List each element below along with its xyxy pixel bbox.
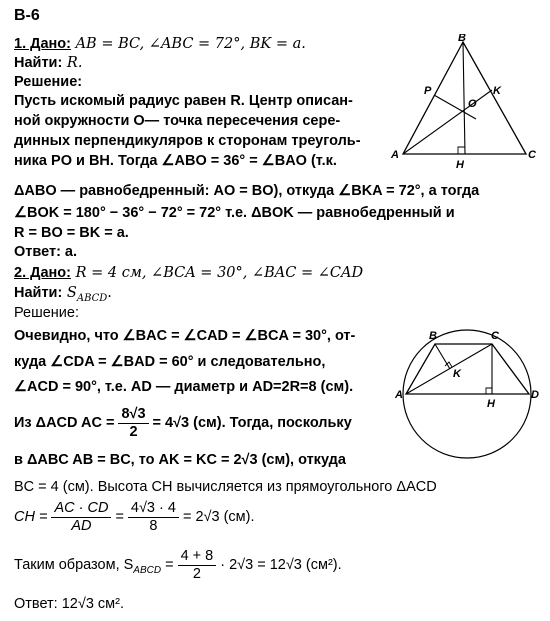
p2-s-denominator: 2 xyxy=(192,565,201,582)
p2-text-line-1: Очевидно, что ∠BAC = ∠CAD = ∠BCA = 30°, от- xyxy=(14,328,356,344)
p2-s-eq: = xyxy=(161,557,174,573)
p2-ac-fraction xyxy=(118,406,148,441)
label-h: H xyxy=(456,159,464,171)
triangle-figure xyxy=(388,34,538,174)
p2-s-sub: ABCD xyxy=(133,564,162,576)
segment-ak xyxy=(403,90,492,154)
p2-s-numerator: 4 + 8 xyxy=(178,548,217,566)
label-o: O xyxy=(468,98,477,110)
p2-ac-suffix: = 4√3 (см). Тогда, поскольку xyxy=(152,415,352,431)
label-c: C xyxy=(528,149,536,161)
p2-ch-denominator-2: 8 xyxy=(149,517,158,534)
p1-find-label: Найти: xyxy=(14,55,63,71)
label-k: K xyxy=(493,85,501,97)
p1-solution-label: Решение: xyxy=(14,74,83,90)
section-title: В-6 xyxy=(14,7,40,24)
p1-given-text: AB = BC, ∠ABC = 72°, BK = a. xyxy=(75,36,306,52)
p2-ch-fraction-2 xyxy=(128,500,179,535)
right-angle-h2 xyxy=(486,388,492,394)
p1-given-line xyxy=(14,34,306,54)
p2-answer: Ответ: 12√3 см². xyxy=(14,596,124,612)
p2-s-suffix: · 2√3 = 12√3 (см²). xyxy=(220,557,342,573)
p2-ac-line xyxy=(14,404,352,442)
p2-find-text: S xyxy=(66,285,77,301)
p2-ch-prefix: CH = xyxy=(14,509,48,525)
p2-ch-denominator-1: AD xyxy=(71,517,92,534)
p2-given-line xyxy=(14,263,363,283)
label-b: B xyxy=(458,34,466,44)
p1-text-line-3: динных перпендикуляров к сторонам треуголь- xyxy=(14,133,361,149)
p2-text-line-2: куда ∠CDA = ∠BAD = 60° и следовательно, xyxy=(14,354,326,370)
label-b2: B xyxy=(429,330,437,342)
p2-ch-numerator-1: AC · CD xyxy=(51,500,111,518)
trapezoid-abcd xyxy=(406,344,529,394)
p2-ch-fraction-1 xyxy=(51,500,111,535)
p1-text-line-5: ΔABO — равнобедренный: AO = BO), откуда ∠BKA = 72°, а тогда xyxy=(14,183,480,199)
p1-answer: Ответ: a. xyxy=(14,244,78,260)
altitude-bh xyxy=(463,42,465,154)
p2-s-fraction xyxy=(178,548,217,583)
label-a: A xyxy=(391,149,399,161)
segment-bk xyxy=(435,344,450,369)
label-a2: A xyxy=(395,389,403,401)
trapezoid-figure xyxy=(393,322,545,474)
p2-ch-eq: = xyxy=(115,509,124,525)
p2-ch-line xyxy=(14,498,254,536)
p2-given-text: R = 4 см, ∠BCA = 30°, ∠BAC = ∠CAD xyxy=(75,265,364,281)
p2-ac-prefix: Из ΔACD AC = xyxy=(14,415,115,431)
label-c2: C xyxy=(491,330,499,342)
p2-given-label: 2. Дано: xyxy=(14,265,71,281)
p1-text-line-1: Пусть искомый радиус равен R. Центр описан- xyxy=(14,93,353,109)
p2-text-line-3: ∠ACD = 90°, т.е. AD — диаметр и AD=2R=8 (см). xyxy=(14,379,354,395)
label-k2: K xyxy=(453,368,461,380)
label-p: P xyxy=(424,85,432,97)
p2-find-tail: . xyxy=(107,285,112,301)
p1-given-label: 1. Дано: xyxy=(14,36,71,52)
p1-text-line-7: R = BO = BK = a. xyxy=(14,225,129,241)
p1-find-line xyxy=(14,53,82,73)
p2-s-prefix: Таким образом, S xyxy=(14,557,134,573)
p2-ac-numerator: 8√3 xyxy=(118,406,148,424)
p2-ch-numerator-2: 4√3 · 4 xyxy=(128,500,179,518)
p2-s-line xyxy=(14,546,342,590)
p2-abc-line: в ΔABC AB = BC, то AK = KC = 2√3 (см), откуда xyxy=(14,452,346,468)
p1-text-line-6: ∠BOK = 180° − 36° − 72° = 72° т.е. ΔBOK — равнобедренный и xyxy=(14,205,455,221)
p2-ac-denominator: 2 xyxy=(129,423,138,440)
p1-find-text: R. xyxy=(66,55,83,71)
p2-find-label: Найти: xyxy=(14,285,63,301)
label-d2: D xyxy=(531,389,539,401)
p2-solution-label: Решение: xyxy=(14,305,79,321)
p1-text-line-2: ной окружности O— точка пересечения сере- xyxy=(14,113,341,129)
p1-text-line-4: ника PO и BH. Тогда ∠ABO = 36° = ∠BAO (т.к. xyxy=(14,153,337,169)
right-angle-h xyxy=(458,147,465,154)
p2-ch-suffix: = 2√3 (см). xyxy=(182,509,255,525)
p2-find-sub: ABCD xyxy=(76,292,108,304)
label-h2: H xyxy=(487,398,495,410)
p2-bc-line: BC = 4 (см). Высота CH вычисляется из прямоугольного ΔACD xyxy=(14,479,437,495)
